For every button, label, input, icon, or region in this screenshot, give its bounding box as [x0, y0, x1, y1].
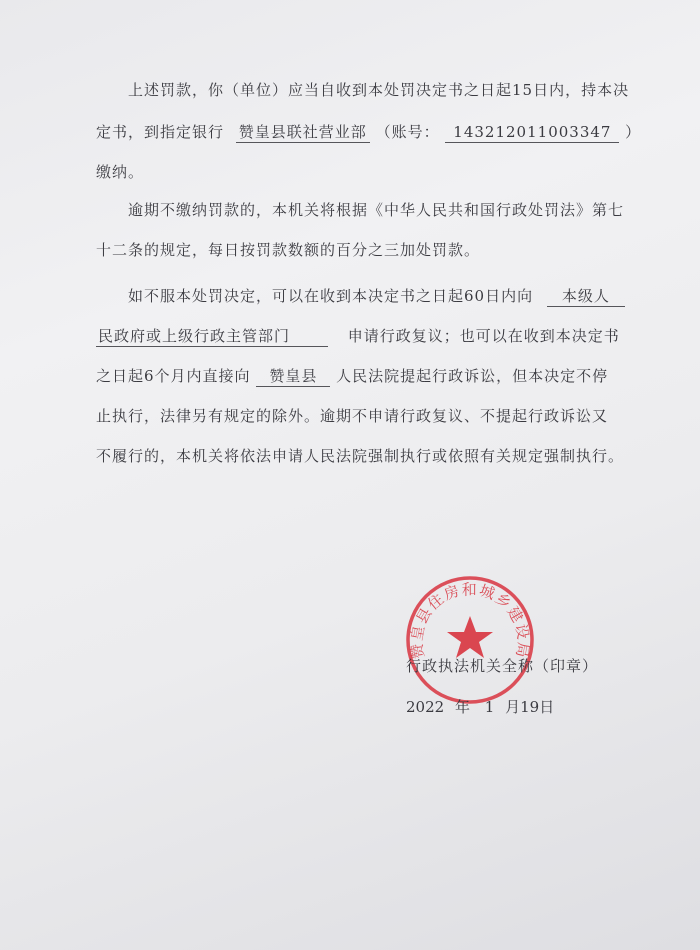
official-seal — [402, 572, 538, 708]
paragraph1-line2 — [96, 122, 641, 143]
date-year: 2022 — [406, 698, 445, 716]
date-month-unit: 月 — [505, 698, 521, 716]
issuing-authority-label: 行政执法机关全称（印章） — [406, 657, 599, 675]
paragraph3-line3 — [96, 366, 608, 387]
paragraph1-line3: 缴纳。 — [96, 163, 145, 181]
paragraph3-line1-prefix: 如不服本处罚决定，可以在收到本决定书之日起60日内向 — [128, 287, 534, 305]
paragraph1-line1: 上述罚款，你（单位）应当自收到本处罚决定书之日起15日内，持本决 — [128, 81, 630, 99]
paragraph3-line3-prefix: 之日起6个月内直接向 — [96, 367, 251, 385]
seal-text: 赞皇县住房和城乡建设局 — [407, 580, 533, 661]
review-body-part2: 民政府或上级行政主管部门 — [96, 326, 328, 347]
paragraph2-line1: 逾期不缴纳罚款的，本机关将根据《中华人民共和国行政处罚法》第七 — [128, 201, 625, 219]
paragraph3-line4: 止执行，法律另有规定的除外。逾期不申请行政复议、不提起行政诉讼又 — [96, 407, 609, 425]
paragraph3-line2 — [96, 326, 620, 347]
issue-date — [406, 697, 554, 717]
paragraph3-line2-suffix: 申请行政复议；也可以在收到本决定书 — [347, 327, 620, 345]
date-day: 19日 — [520, 698, 555, 716]
bank-name: 赞皇县联社营业部 — [236, 122, 370, 143]
paragraph1-line2-prefix: 定书，到指定银行 — [96, 123, 225, 141]
review-body-part1: 本级人 — [547, 286, 625, 307]
account-prefix: （账号： — [375, 123, 440, 141]
seal-star-icon — [447, 616, 493, 658]
paragraph2-line2: 十二条的规定，每日按罚款数额的百分之三加处罚款。 — [96, 241, 481, 259]
account-number: 143212011003347 — [445, 122, 619, 143]
account-suffix: ） — [625, 123, 642, 141]
paragraph3-line1 — [128, 286, 625, 307]
paragraph3-line5: 不履行的，本机关将依法申请人民法院强制执行或依照有关规定强制执行。 — [96, 447, 625, 465]
paragraph3-line3-suffix: 人民法院提起行政诉讼，但本决定不停 — [336, 367, 609, 385]
date-year-unit: 年 — [454, 698, 470, 716]
date-month: 1 — [484, 698, 495, 716]
court-name: 赞皇县 — [256, 366, 330, 387]
